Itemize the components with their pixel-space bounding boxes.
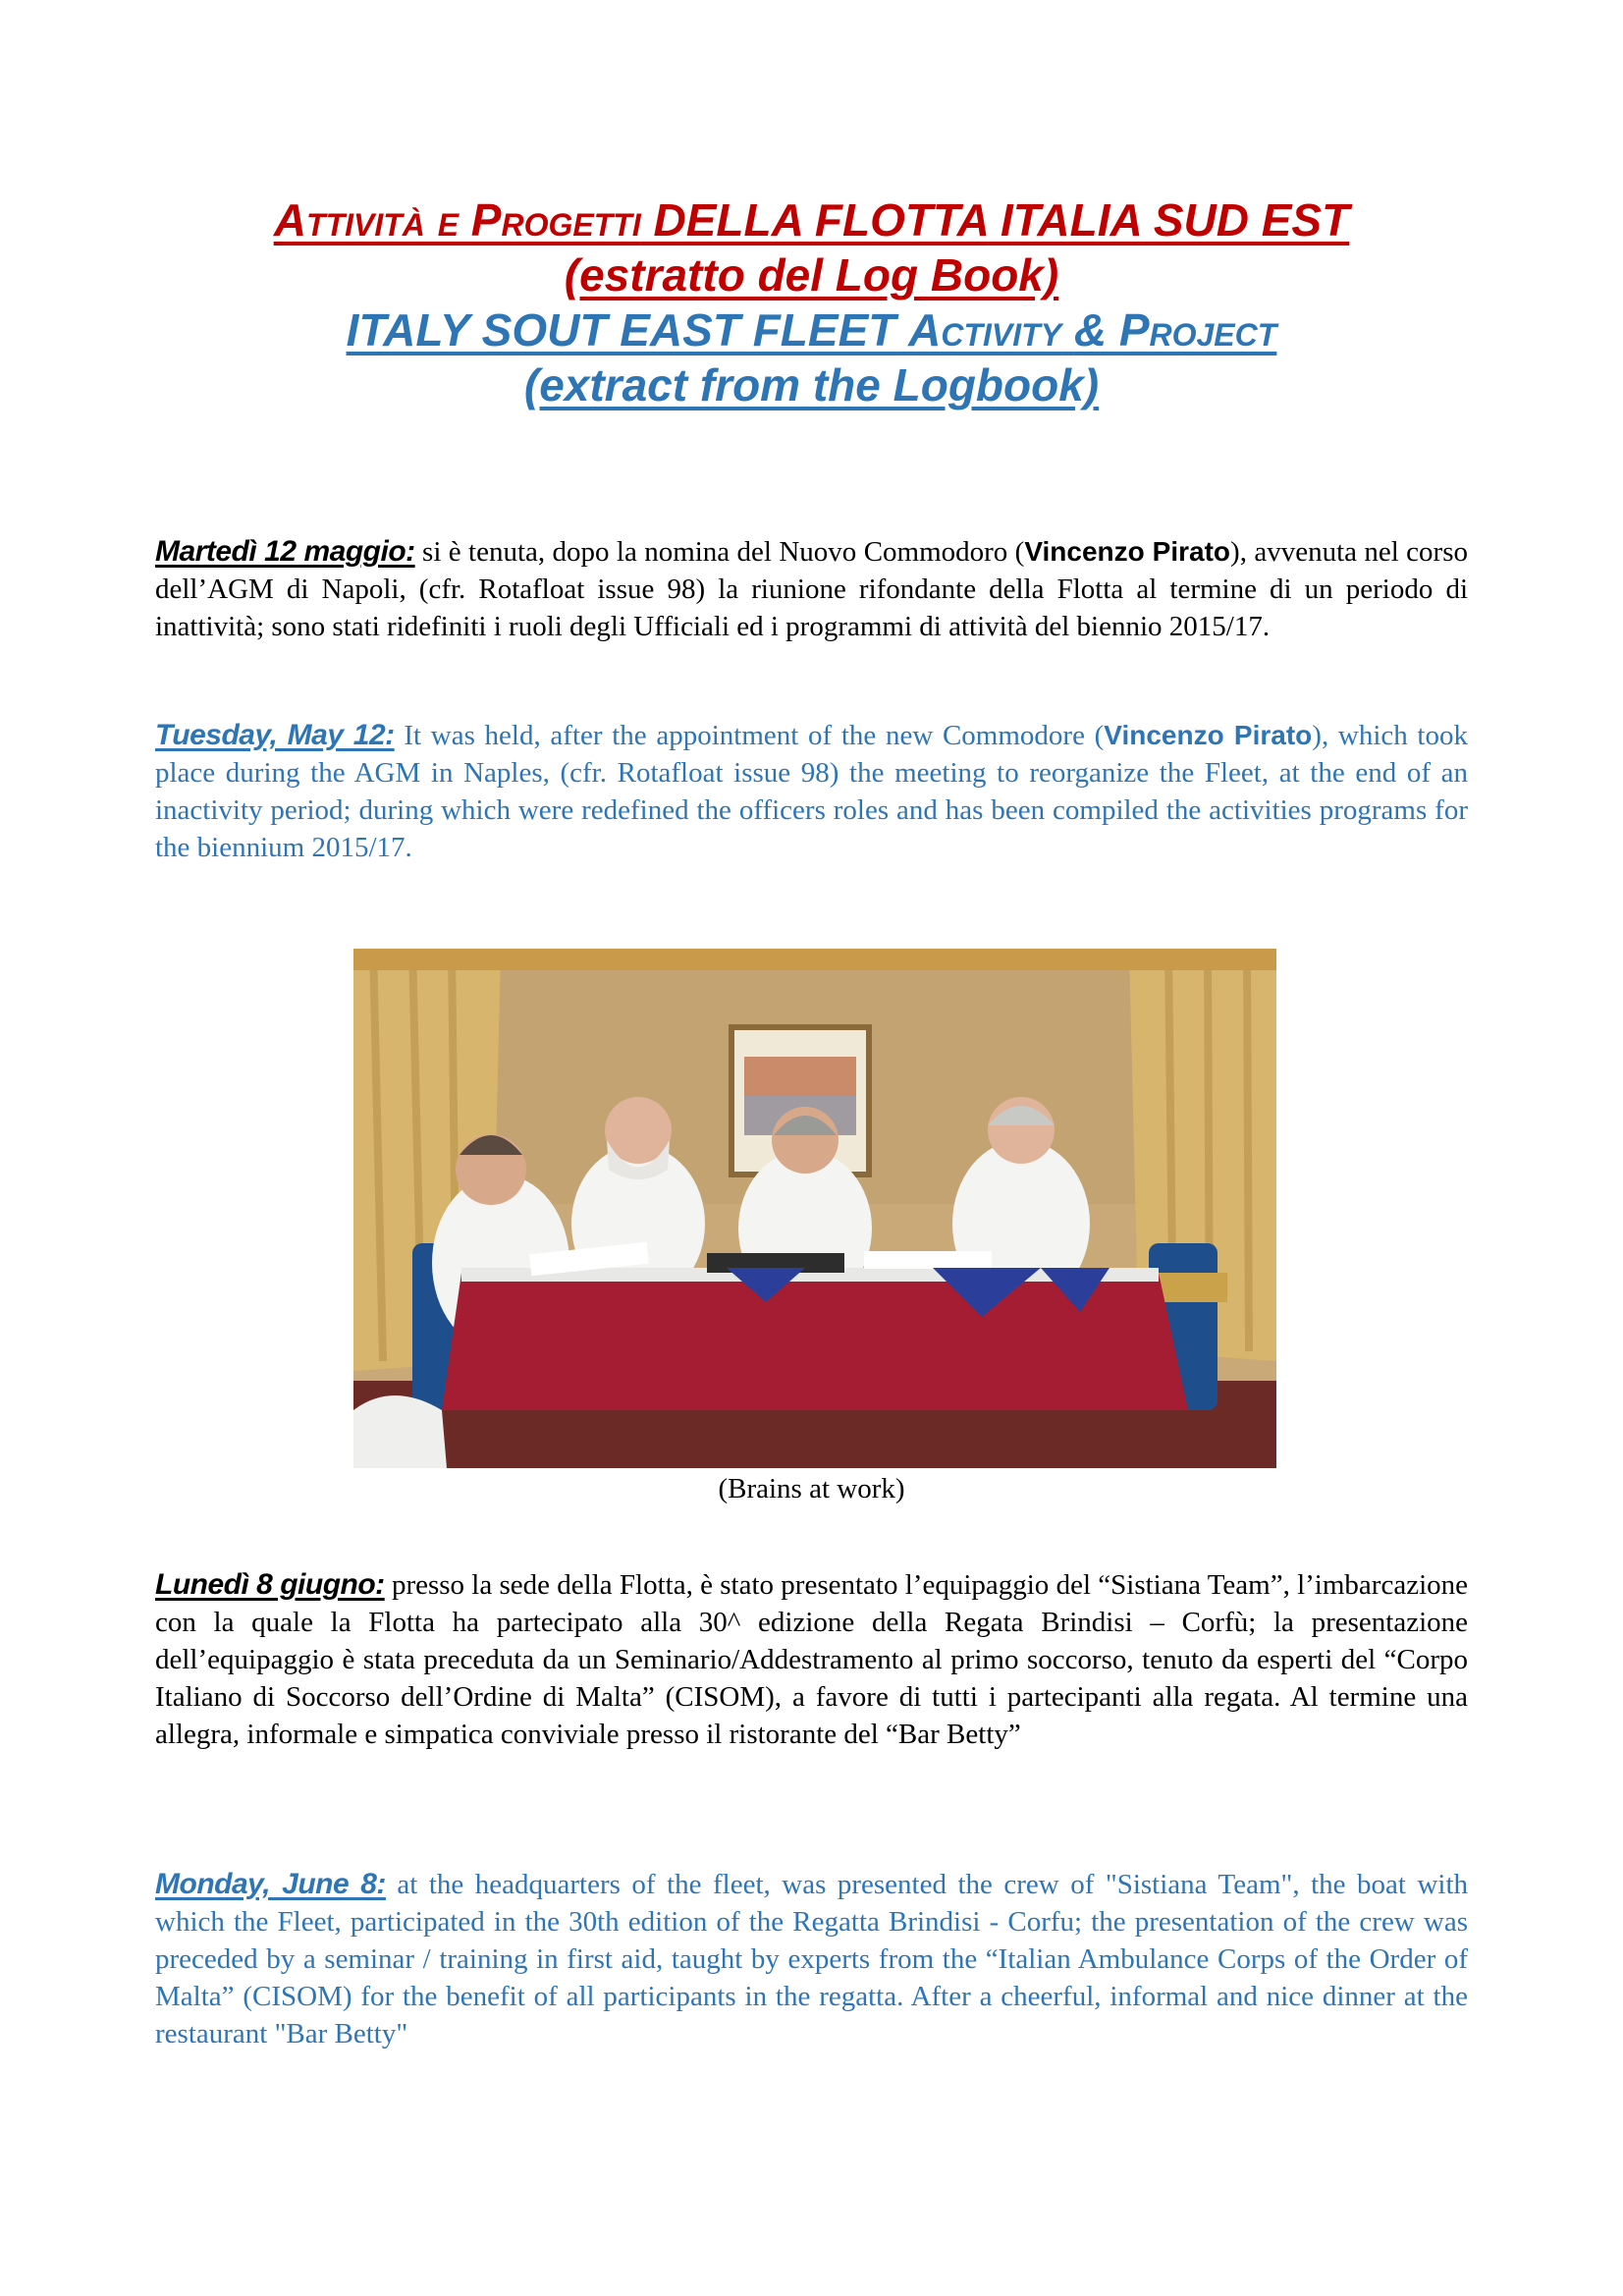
commodore-name: Vincenzo Pirato <box>1104 720 1313 750</box>
title-italian-part5: I <box>1097 194 1110 246</box>
meeting-photo-illustration <box>353 949 1276 1468</box>
title-english-part1: ITALY SOUT EAST FLEET <box>346 304 896 355</box>
title-line-english-sub <box>0 357 1623 412</box>
entry-italian-june <box>155 1566 1468 1753</box>
title-italian-part2: DELLA FLOTTA <box>653 194 989 246</box>
title-line-italian <box>0 192 1623 247</box>
entry-text: It was held, after the appointment of the new Commodore ( <box>394 720 1105 751</box>
entry-text: ), avvenuta nel corso dell’AGM di Napoli, (cfr. Rotafloat issue 98) la riunione rifondante della Flotta al termine di un periodo di inattività; sono stati ridefiniti i ruoli degli Ufficiali ed i programmi di attività del biennio 2015/17. <box>155 536 1468 642</box>
entry-date: Monday, June 8: <box>155 1868 386 1900</box>
title-italian-part6: A SUD EST <box>1109 194 1350 246</box>
photo-caption: (Brains at work) <box>718 1473 905 1504</box>
title-line-italian-sub <box>0 247 1623 302</box>
entry-english-may <box>155 717 1468 866</box>
entry-date: Tuesday, May 12: <box>155 719 395 751</box>
entry-italian-may <box>155 533 1468 645</box>
entry-text: presso la sede della Flotta, è stato presentato l’equipaggio del “Sistiana Team”, l’imbarcazione con la quale la Flotta ha partecipato alla 30^ edizione della Regata Brindisi – Corfù; la presentazione dell’equipaggio è stata preceduta da un Seminario/Addestramento al primo soccorso, tenuto da esperti del “Corpo Italiano di Soccorso dell’Ordine di Malta” (CISOM), a favore di tutti i partecipanti alla regata. Al termine una allegra, informale e simpatica conviviale presso il ristorante del “Bar Betty” <box>155 1569 1468 1750</box>
entry-date: Lunedì 8 giugno: <box>155 1568 385 1601</box>
title-italian-part4: TAL <box>1012 194 1098 246</box>
entry-text: ), which took place during the AGM in Naples, (cfr. Rotafloat issue 98) the meeting to reorganize the Fleet, at the end of an inactivity period; during which were redefined the officers roles and has been compiled the activities programs for the biennium 2015/17. <box>155 720 1468 863</box>
meeting-photo <box>353 949 1276 1468</box>
title-english-part4: Project <box>1118 304 1277 355</box>
entry-english-june <box>155 1866 1468 2052</box>
title-italian-part3: I <box>1000 194 1013 246</box>
title-line-english <box>0 302 1623 357</box>
title-italian-part1: Attività e Progetti <box>273 194 641 246</box>
title-english-subtitle: (extract from the Logbook) <box>523 359 1100 410</box>
title-english-part2: Activity <box>908 304 1062 355</box>
entry-text: at the headquarters of the fleet, was presented the crew of "Sistiana Team", the boat with which the Fleet, participated in the 30th edition of the Regatta Brindisi - Corfu; the presentation of the crew was preceded by a seminar / training in first aid, taught by experts from the “Italian Ambulance Corps of the Order of Malta” (CISOM) for the benefit of all participants in the regatta. After a cheerful, informal and nice dinner at the restaurant "Bar Betty" <box>155 1869 1468 2050</box>
title-english-part3: & <box>1073 304 1119 355</box>
document-title <box>0 192 1623 412</box>
commodore-name: Vincenzo Pirato <box>1024 536 1231 567</box>
entry-text: si è tenuta, dopo la nomina del Nuovo Commodoro ( <box>414 536 1025 568</box>
entry-date: Martedì 12 maggio: <box>155 535 415 568</box>
title-italian-subtitle: (estratto del Log Book) <box>564 249 1059 301</box>
